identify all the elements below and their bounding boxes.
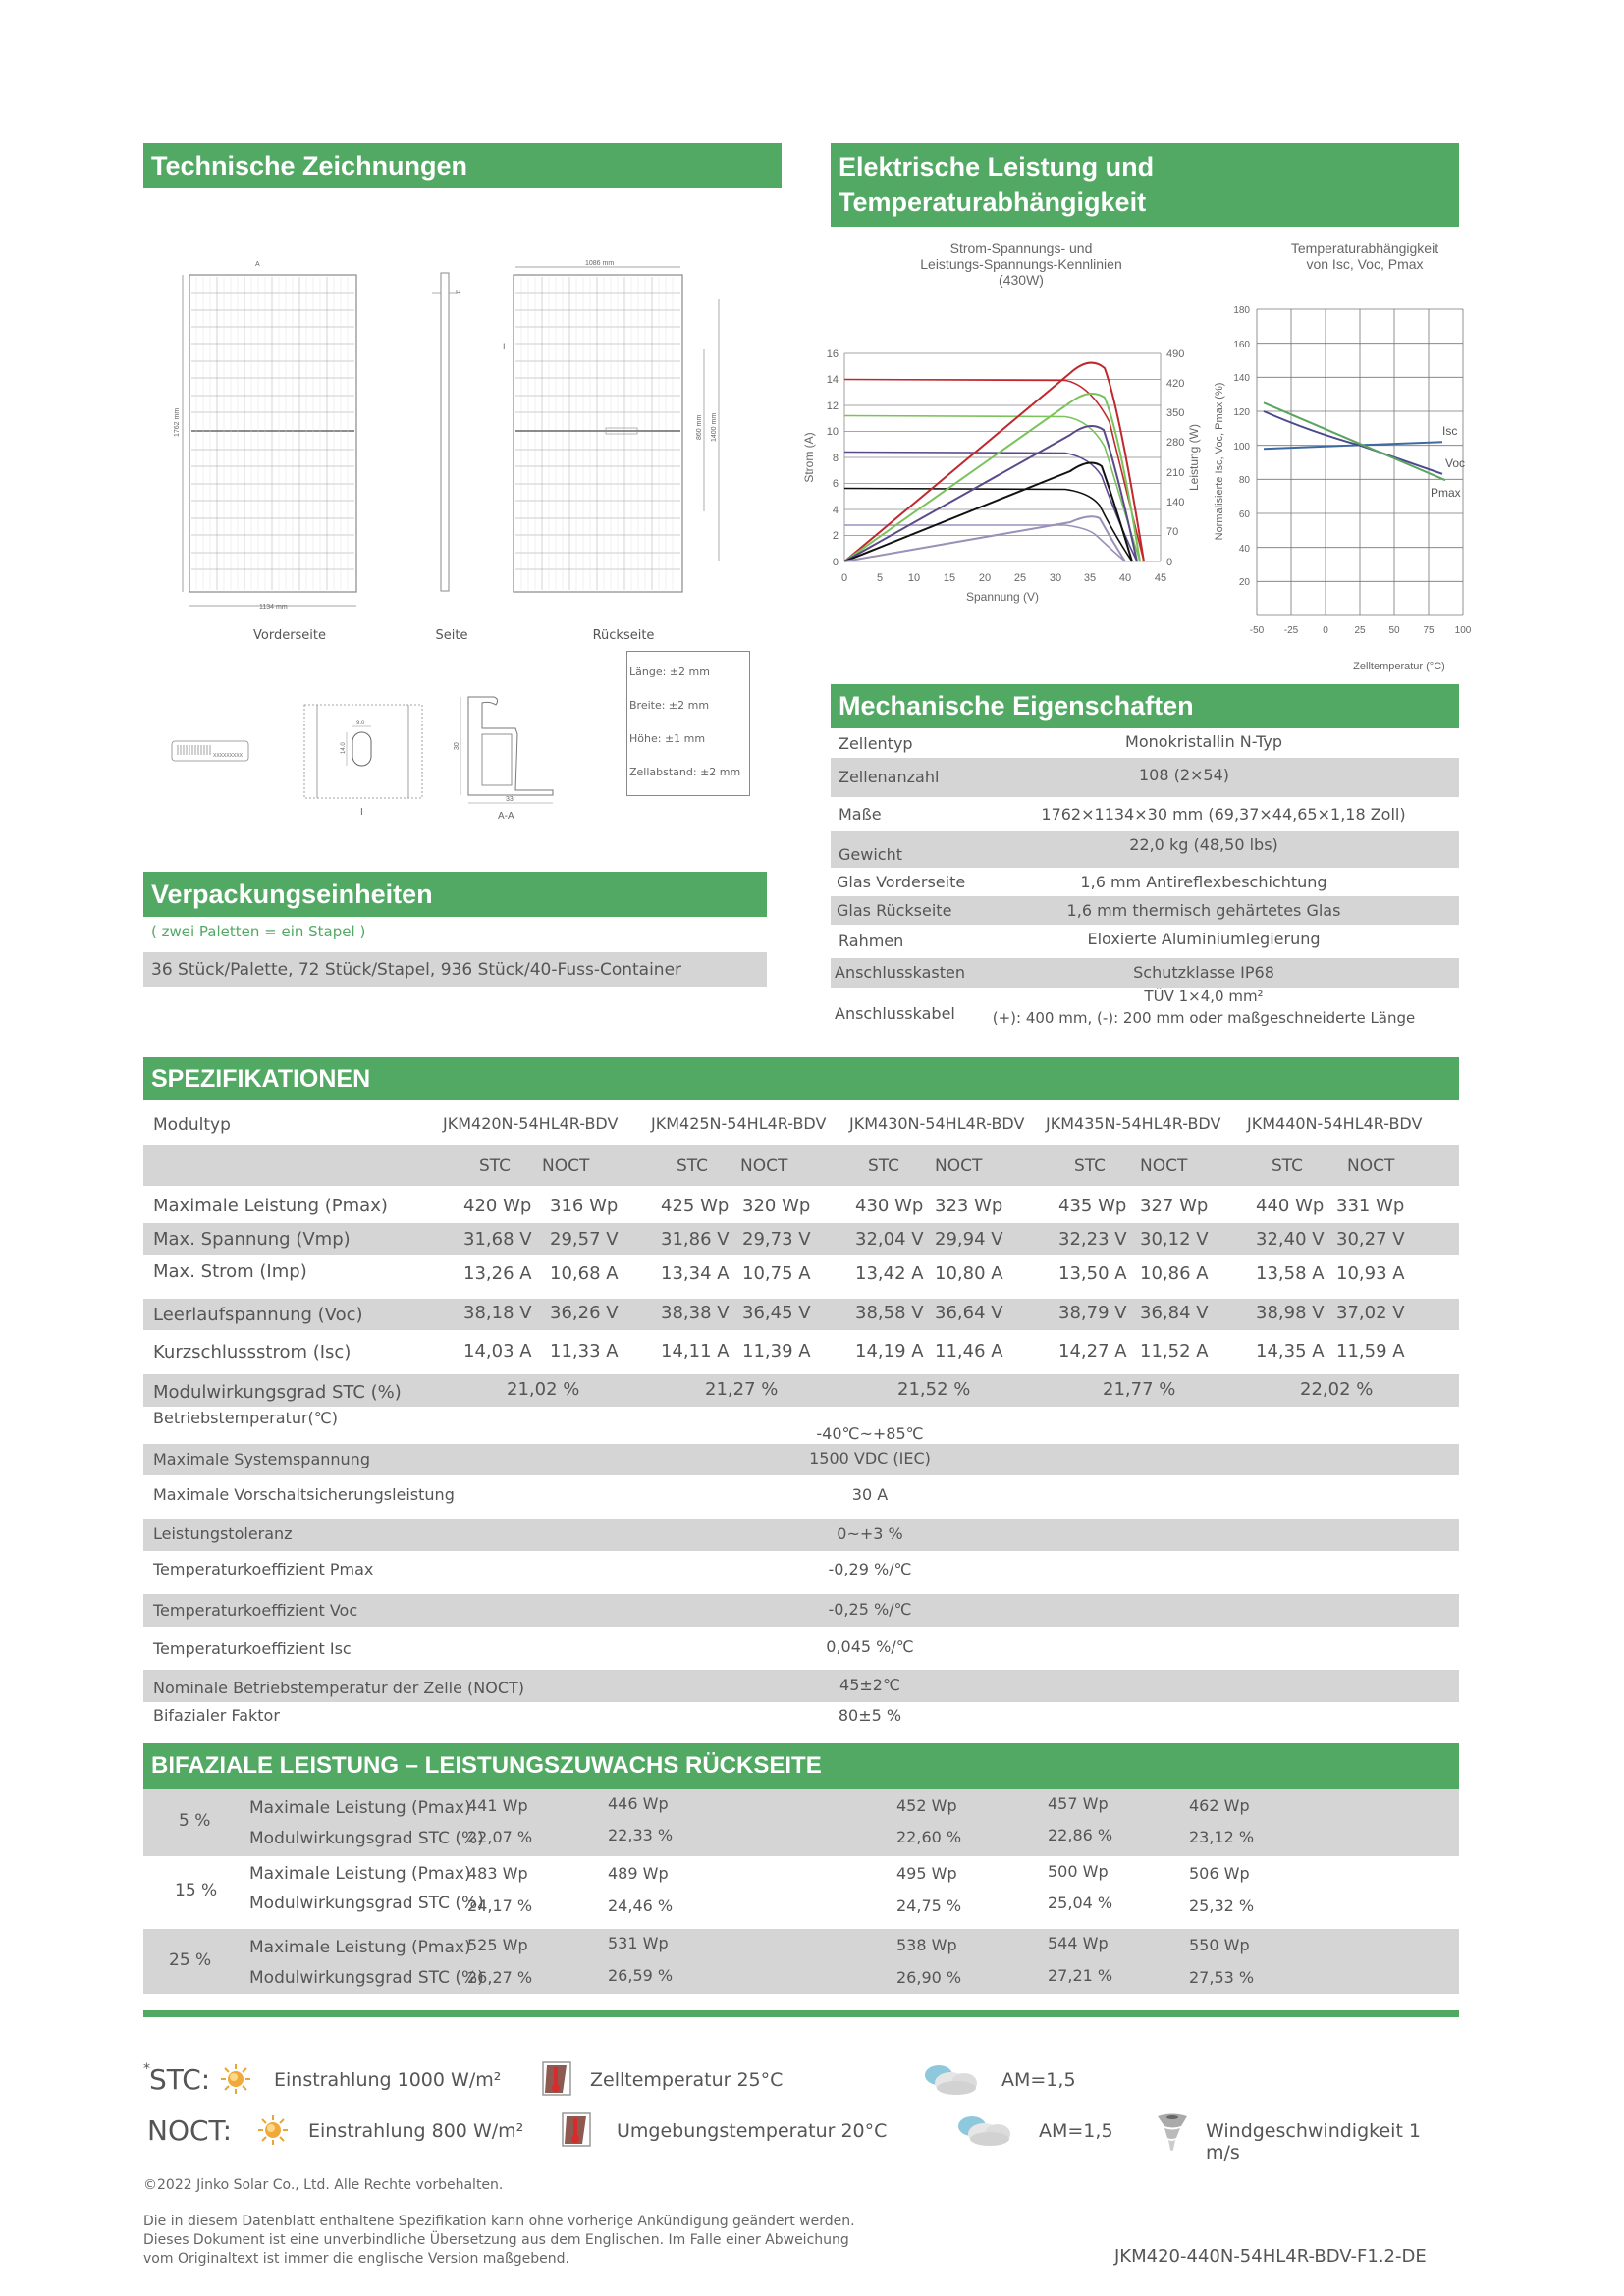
svg-text:2: 2 <box>832 530 839 542</box>
side-panel-drawing <box>422 265 461 599</box>
specs-row-efficiency: Modulwirkungsgrad STC (%) 21,02 % 21,27 % 21,52 % 21,77 % 22,02 % <box>143 1374 1459 1407</box>
svg-text:100: 100 <box>1454 625 1472 636</box>
svg-text:Zelltemperatur (°C): Zelltemperatur (°C) <box>1353 661 1445 672</box>
specs-row-pmax: Maximale Leistung (Pmax) 420 Wp 316 Wp 425 Wp 320 Wp 430 Wp 323 Wp 435 Wp 327 Wp 440 Wp 331 Wp <box>153 1196 1405 1216</box>
noct-conditions-row <box>143 2112 1459 2163</box>
disclaimer-line-2: Dieses Dokument ist eine unverbindliche Übersetzung aus dem Englischen. Im Falle einer Abweichung <box>143 2232 849 2248</box>
svg-text:1086 mm: 1086 mm <box>585 260 615 267</box>
noct-air-mass: AM=1,5 <box>1039 2120 1113 2142</box>
svg-text:12: 12 <box>826 400 839 412</box>
svg-text:350: 350 <box>1166 407 1185 419</box>
svg-text:Voc: Voc <box>1445 456 1466 470</box>
back-view-label: Rückseite <box>592 628 655 643</box>
bifacial-table <box>143 1789 1459 2004</box>
svg-text:80: 80 <box>1238 475 1250 486</box>
svg-text:120: 120 <box>1233 407 1250 418</box>
svg-text:I: I <box>360 807 363 818</box>
stc-conditions-row <box>143 2061 1459 2101</box>
svg-text:(430W): (430W) <box>999 272 1044 288</box>
thermometer-icon <box>541 2061 574 2097</box>
tolerance-box <box>626 651 750 796</box>
sun-icon <box>257 2114 289 2146</box>
specs-row-isc: Kurzschlussstrom (Isc) 14,03 A 11,33 A 14,11 A 11,39 A 14,19 A 11,46 A 14,27 A 11,52 A 14,35 A 11,59 A <box>153 1341 1405 1362</box>
svg-text:160: 160 <box>1233 340 1250 350</box>
packaging-note: ( zwei Paletten = ein Stapel ) <box>151 923 366 940</box>
svg-text:490: 490 <box>1166 348 1185 360</box>
svg-text:40: 40 <box>1118 572 1132 584</box>
svg-text:0: 0 <box>832 557 839 568</box>
svg-text:25: 25 <box>1354 625 1366 636</box>
temperature-dependency-chart <box>1213 236 1483 677</box>
svg-text:von Isc, Voc, Pmax: von Isc, Voc, Pmax <box>1306 256 1424 272</box>
svg-text:420: 420 <box>1166 378 1185 390</box>
mech-row-dimensions: Maße 1762×1134×30 mm (69,37×44,65×1,18 Zoll) <box>839 805 1406 824</box>
disclaimer-line-3: vom Originaltext ist immer die englische Version maßgebend. <box>143 2251 570 2267</box>
svg-text:15: 15 <box>943 572 956 584</box>
svg-text:-50: -50 <box>1249 625 1265 636</box>
mech-row-frame: Rahmen Eloxierte Aluminiumlegierung <box>839 930 1321 950</box>
svg-text:70: 70 <box>1166 526 1179 538</box>
tolerance-cell-spacing: Zellabstand: ±2 mm <box>629 766 741 778</box>
svg-text:20: 20 <box>978 572 992 584</box>
svg-text:14: 14 <box>826 374 839 386</box>
svg-text:Normalisierte Isc, Voc, Pmax (: Normalisierte Isc, Voc, Pmax (%) <box>1214 382 1225 541</box>
svg-text:860 mm: 860 mm <box>696 414 703 440</box>
sun-icon <box>220 2063 251 2095</box>
iv-curve-chart <box>795 236 1201 609</box>
specs-row-operating-temp: Betriebstemperatur(℃) -40℃~+85℃ <box>153 1409 924 1443</box>
svg-text:1400 mm: 1400 mm <box>711 412 718 442</box>
svg-text:14.0: 14.0 <box>341 742 347 754</box>
packaging-row <box>143 952 767 987</box>
svg-text:10: 10 <box>826 426 839 438</box>
tolerance-height: Höhe: ±1 mm <box>629 732 706 745</box>
thermometer-icon <box>561 2112 594 2148</box>
specs-row-imp: Max. Strom (Imp) 13,26 A 10,68 A 13,34 A 10,75 A 13,42 A 10,80 A 13,50 A 10,86 A 13,58 A 10,93 A <box>153 1261 1405 1284</box>
svg-text:75: 75 <box>1423 625 1435 636</box>
svg-text:0: 0 <box>1323 625 1328 636</box>
frame-profile-section-drawing <box>447 687 565 825</box>
svg-text:35: 35 <box>1083 572 1097 584</box>
noct-label: NOCT: <box>147 2114 232 2147</box>
svg-text:H: H <box>456 290 461 296</box>
disclaimer-line-1: Die in diesem Datenblatt enthaltene Spezifikation kann ohne vorherige Ankündigung geändert werden. <box>143 2214 855 2229</box>
mech-row-cable: Anschlusskabel TÜV 1×4,0 mm² (+): 400 mm, (-): 200 mm oder maßgeschneiderte Länge <box>835 988 1416 1027</box>
svg-text:Temperaturabhängigkeit: Temperaturabhängigkeit <box>1290 240 1439 256</box>
svg-text:45: 45 <box>1154 572 1167 584</box>
svg-text:Leistung (W): Leistung (W) <box>1187 423 1201 492</box>
mounting-hole-detail-drawing <box>299 697 427 820</box>
svg-text:30: 30 <box>1049 572 1062 584</box>
back-panel-drawing <box>491 255 766 609</box>
copyright: ©2022 Jinko Solar Co., Ltd. Alle Rechte vorbehalten. <box>143 2177 504 2193</box>
front-panel-drawing <box>157 255 412 638</box>
svg-text:Isc: Isc <box>1442 424 1458 438</box>
svg-text:Spannung (V): Spannung (V) <box>965 590 1040 604</box>
svg-text:1762 mm: 1762 mm <box>174 407 181 437</box>
svg-text:140: 140 <box>1166 497 1185 508</box>
document-code: JKM420-440N-54HL4R-BDV-F1.2-DE <box>1114 2246 1427 2267</box>
section-divider-bar <box>143 2010 1459 2017</box>
specs-condition-row: STC NOCT STC NOCT STC NOCT STC NOCT STC NOCT <box>143 1145 1459 1186</box>
bifacial-group-15: 15 % Maximale Leistung (Pmax) Modulwirkungsgrad STC (%) 483 Wp 24,17 % 489 Wp 24,46 % 495 Wp 24,75 % 500 Wp 25,04 % 506 Wp 25,32 % <box>175 1862 1255 1915</box>
svg-text:25: 25 <box>1013 572 1027 584</box>
noct-wind-speed: Windgeschwindigkeit 1 m/s <box>1206 2120 1422 2163</box>
tolerance-width: Breite: ±2 mm <box>629 699 710 712</box>
packaging-value: 36 Stück/Palette, 72 Stück/Stapel, 936 Stück/40-Fuss-Container <box>151 960 682 980</box>
svg-text:0: 0 <box>840 572 848 584</box>
mech-row-cell-count: Zellenanzahl 108 (2×54) <box>831 758 1459 797</box>
svg-text:Strom (A): Strom (A) <box>802 432 816 483</box>
specs-table <box>143 1100 1459 1748</box>
specs-row-max-fuse: Maximale Vorschaltsicherungsleistung 30 A <box>153 1485 889 1504</box>
cloud-icon <box>954 2112 1015 2148</box>
specs-row-noct: Nominale Betriebstemperatur der Zelle (NOCT) 45±2℃ <box>143 1670 1459 1702</box>
svg-text:4: 4 <box>832 505 839 516</box>
section-header-packaging: Verpackungseinheiten <box>143 872 767 917</box>
svg-text:0: 0 <box>1166 557 1173 568</box>
svg-text:A-A: A-A <box>498 811 514 822</box>
mech-row-cell-type: Zellentyp Monokristallin N-Typ <box>839 732 1282 753</box>
svg-text:Leistungs-Spannungs-Kennlinien: Leistungs-Spannungs-Kennlinien <box>920 256 1122 272</box>
specs-row-bifacial-factor: Bifazialer Faktor 80±5 % <box>153 1706 902 1725</box>
section-header-electrical: Elektrische Leistung und Temperaturabhängigkeit <box>831 143 1459 227</box>
svg-text:Pmax: Pmax <box>1431 486 1461 500</box>
section-header-bifacial: BIFAZIALE LEISTUNG – LEISTUNGSZUWACHS RÜCKSEITE <box>143 1743 1459 1789</box>
svg-text:60: 60 <box>1238 509 1250 520</box>
svg-text:16: 16 <box>826 348 839 360</box>
svg-text:-25: -25 <box>1283 625 1299 636</box>
specs-row-voc: Leerlaufspannung (Voc) 38,18 V 36,26 V 38,38 V 36,45 V 38,58 V 36,64 V 38,79 V 36,84 V 38,98 V 37,02 V <box>143 1299 1459 1330</box>
svg-text:30: 30 <box>454 742 460 750</box>
bifacial-group-25: 25 % Maximale Leistung (Pmax) Modulwirkungsgrad STC (%) 525 Wp 26,27 % 531 Wp 26,59 % 538 Wp 26,90 % 544 Wp 27,21 % 550 Wp 27,53 % <box>143 1929 1459 1994</box>
specs-row-max-system-voltage: Maximale Systemspannung 1500 VDC (IEC) <box>143 1444 1459 1475</box>
svg-text:8: 8 <box>832 453 839 464</box>
tolerance-length: Länge: ±2 mm <box>629 666 710 678</box>
specs-row-power-tolerance: Leistungstoleranz 0~+3 % <box>143 1519 1459 1551</box>
specs-row-vmp: Max. Spannung (Vmp) 31,68 V 29,57 V 31,86 V 29,73 V 32,04 V 29,94 V 32,23 V 30,12 V 32,40 V 30,27 V <box>143 1223 1459 1255</box>
section-header-specs: SPEZIFIKATIONEN <box>143 1057 1459 1100</box>
noct-irradiance: Einstrahlung 800 W/m² <box>308 2120 524 2142</box>
mech-row-front-glass: Glas Vorderseite 1,6 mm Antireflexbeschichtung <box>837 873 1327 891</box>
noct-ambient-temp: Umgebungstemperatur 20°C <box>617 2120 888 2142</box>
mechanical-table <box>831 728 1459 1042</box>
svg-text:20: 20 <box>1238 577 1250 588</box>
section-header-tech-drawings: Technische Zeichnungen <box>143 143 782 188</box>
svg-text:Strom-Spannungs- und: Strom-Spannungs- und <box>949 240 1093 256</box>
svg-text:A: A <box>255 261 260 268</box>
side-view-label: Seite <box>435 628 468 643</box>
svg-text:280: 280 <box>1166 437 1185 449</box>
mech-row-back-glass: Glas Rückseite 1,6 mm thermisch gehärtetes Glas <box>831 896 1459 925</box>
stc-air-mass: AM=1,5 <box>1001 2069 1076 2091</box>
specs-row-temp-coeff-pmax: Temperaturkoeffizient Pmax -0,29 %/℃ <box>153 1560 912 1578</box>
svg-text:40: 40 <box>1238 544 1250 555</box>
svg-text:33: 33 <box>506 796 514 803</box>
svg-text:9.0: 9.0 <box>356 721 365 726</box>
svg-text:XXXXXXXXX: XXXXXXXXX <box>213 753 244 759</box>
svg-text:1134 mm: 1134 mm <box>259 604 288 611</box>
svg-text:180: 180 <box>1233 305 1250 316</box>
stc-label: STC: <box>149 2063 211 2096</box>
label-barcode-drawing <box>164 736 252 766</box>
svg-text:I: I <box>503 342 506 351</box>
svg-text:6: 6 <box>832 478 839 490</box>
svg-text:210: 210 <box>1166 467 1185 479</box>
stc-irradiance: Einstrahlung 1000 W/m² <box>274 2069 502 2091</box>
tornado-wind-icon <box>1155 2112 1190 2154</box>
specs-row-temp-coeff-isc: Temperaturkoeffizient Isc 0,045 %/℃ <box>153 1637 914 1658</box>
section-header-mechanical: Mechanische Eigenschaften <box>831 684 1459 728</box>
mech-row-junction-box: Anschlusskasten Schutzklasse IP68 <box>831 958 1459 988</box>
bifacial-group-5: 5 % Maximale Leistung (Pmax) Modulwirkungsgrad STC (%) 441 Wp 22,07 % 446 Wp 22,33 % 452 Wp 22,60 % 457 Wp 22,86 % 462 Wp 23,12 % <box>143 1789 1459 1856</box>
svg-text:140: 140 <box>1233 373 1250 384</box>
cloud-icon <box>921 2061 982 2097</box>
specs-model-row: Modultyp JKM420N-54HL4R-BDV JKM425N-54HL4R-BDV JKM430N-54HL4R-BDV JKM435N-54HL4R-BDV JKM440N-54HL4R-BDV <box>153 1114 1423 1135</box>
svg-text:50: 50 <box>1388 625 1400 636</box>
svg-text:100: 100 <box>1233 442 1250 453</box>
mech-row-weight: Gewicht 22,0 kg (48,50 lbs) <box>831 831 1459 868</box>
front-view-label: Vorderseite <box>252 628 327 643</box>
stc-cell-temp: Zelltemperatur 25°C <box>590 2069 784 2091</box>
stc-asterisk: * <box>143 2061 150 2077</box>
svg-text:10: 10 <box>907 572 921 584</box>
svg-text:5: 5 <box>876 572 884 584</box>
specs-row-temp-coeff-voc: Temperaturkoeffizient Voc -0,25 %/℃ <box>143 1594 1459 1627</box>
